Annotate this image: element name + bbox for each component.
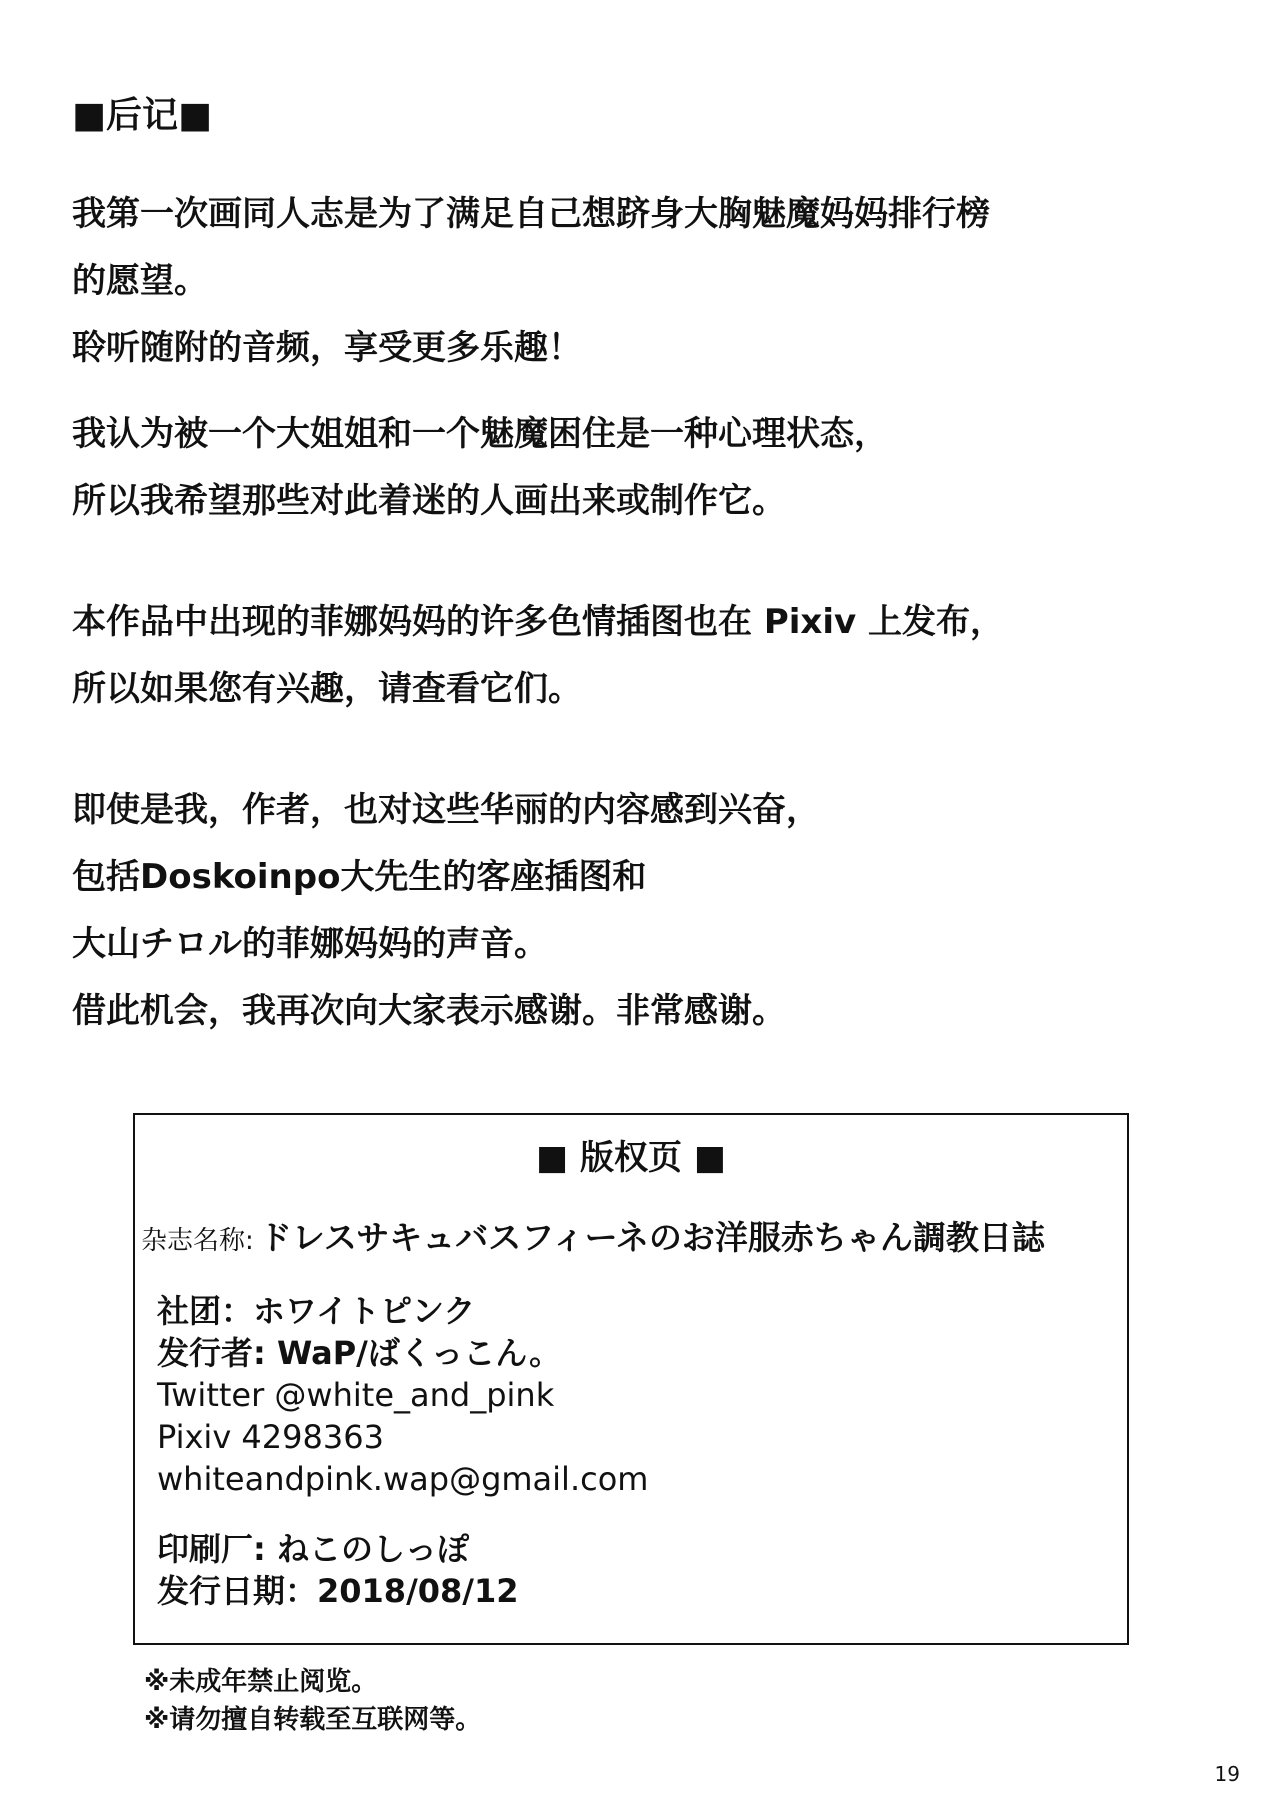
paragraph-line: 本作品中出现的菲娜妈妈的许多色情插图也在 Pixiv 上发布， — [72, 602, 1004, 642]
contact-email: whiteandpink.wap@gmail.com — [157, 1460, 649, 1498]
printer-name: 印刷厂: ねこのしっぽ — [157, 1530, 469, 1568]
paragraph-line: 即使是我，作者，也对这些华丽的内容感到兴奋， — [72, 790, 820, 830]
pixiv-id: Pixiv 4298363 — [157, 1418, 384, 1456]
afterword-paragraph — [72, 589, 1212, 723]
publish-date: 发行日期：2018/08/12 — [157, 1572, 519, 1610]
magazine-name-row — [141, 1212, 1045, 1259]
paragraph-line: 的愿望。 — [72, 261, 208, 301]
notices — [144, 1663, 481, 1739]
paragraph-line: 包括Doskoinpo大先生的客座插图和 — [72, 857, 647, 897]
spacer — [157, 1500, 648, 1528]
paragraph-line: 我第一次画同人志是为了满足自己想跻身大胸魅魔妈妈排行榜 — [72, 194, 990, 234]
afterword-paragraph — [72, 181, 1212, 382]
notice-line: ※未成年禁止阅览。 — [144, 1667, 378, 1697]
paragraph-line: 借此机会，我再次向大家表示感谢。非常感谢。 — [72, 991, 786, 1031]
paragraph-line: 聆听随附的音频，享受更多乐趣！ — [72, 328, 582, 368]
afterword-heading: ■后记■ — [72, 95, 213, 136]
magazine-name-label: 杂志名称: — [141, 1226, 254, 1256]
paragraph-line: 大山チロル的菲娜妈妈的声音。 — [72, 924, 548, 964]
publisher-name: 发行者: WaP/ばくっこん。 — [157, 1334, 562, 1372]
paragraph-line: 我认为被一个大姐姐和一个魅魔困住是一种心理状态， — [72, 414, 888, 454]
magazine-name-value: ドレスサキュバスフィーネのお洋服赤ちゃん調教日誌 — [258, 1218, 1045, 1257]
page-number: 19 — [1214, 1762, 1240, 1786]
circle-name: 社团：ホワイトピンク — [157, 1292, 476, 1330]
paragraph-line: 所以我希望那些对此着迷的人画出来或制作它。 — [72, 481, 786, 521]
notice-line: ※请勿擅自转载至互联网等。 — [144, 1705, 482, 1735]
colophon-info — [157, 1290, 648, 1612]
colophon-box — [133, 1113, 1129, 1645]
afterword-paragraph — [72, 777, 1212, 1045]
paragraph-line: 所以如果您有兴趣，请查看它们。 — [72, 669, 582, 709]
colophon-title: ■ 版权页 ■ — [536, 1138, 726, 1178]
afterword-paragraph — [72, 401, 1212, 535]
twitter-handle: Twitter @white_and_pink — [157, 1376, 555, 1414]
